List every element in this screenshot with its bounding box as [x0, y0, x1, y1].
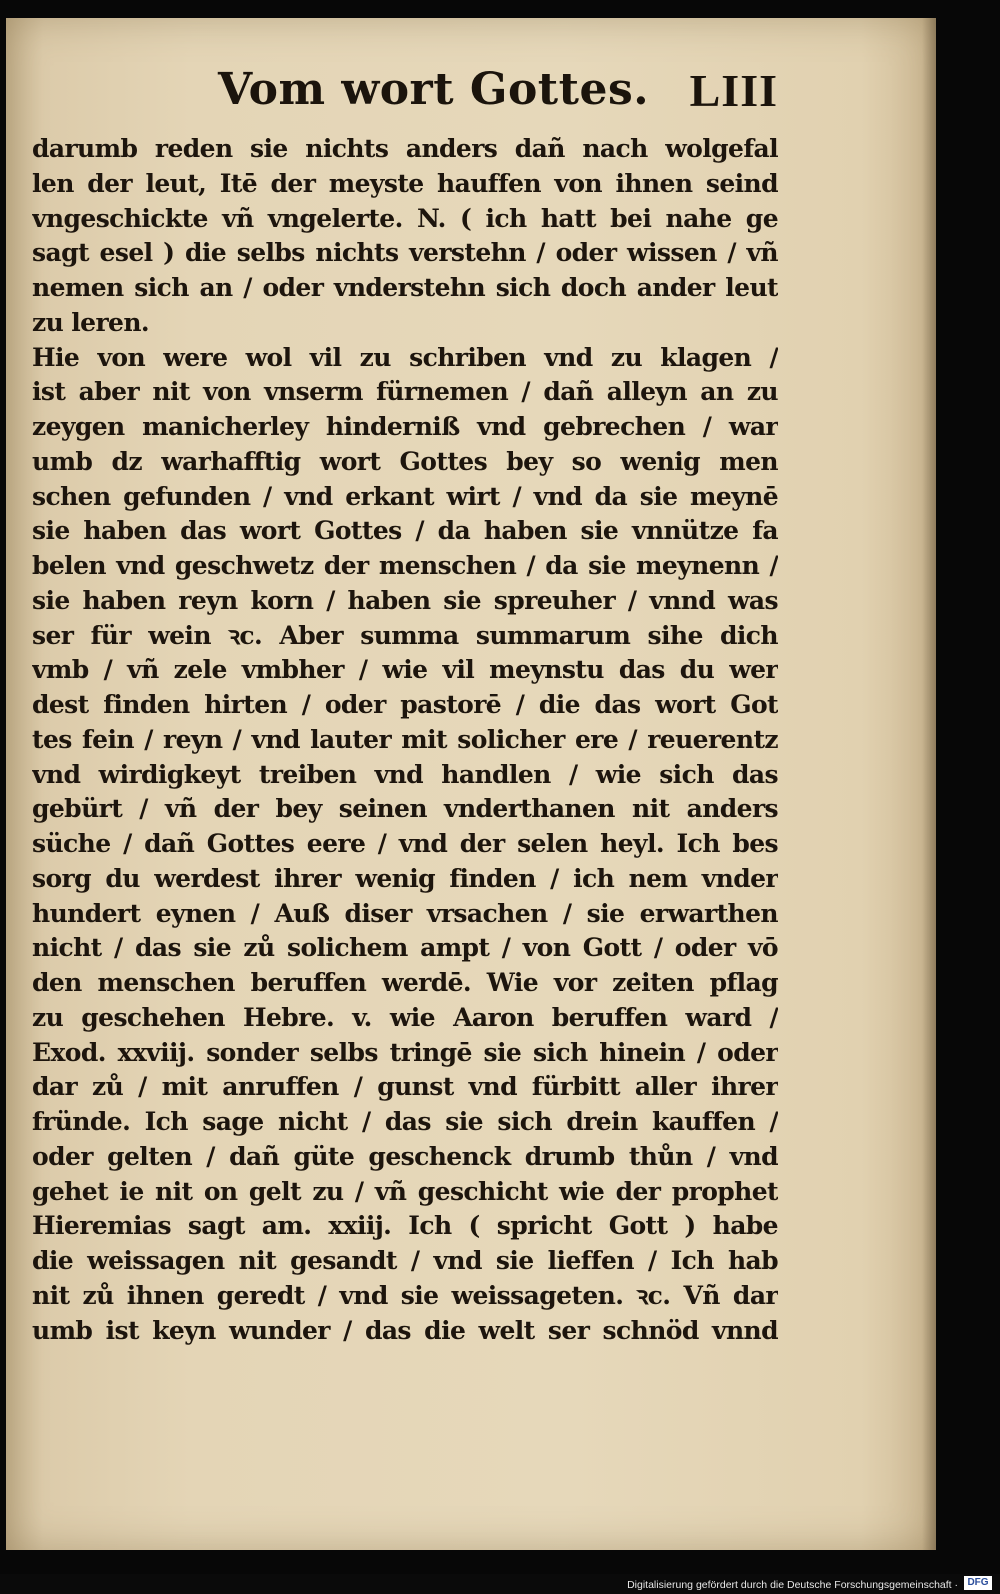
- text-line: gehet ie nit on gelt zu / vñ geschicht wie der prophet: [32, 1176, 778, 1206]
- text-line: gebürt / vñ der bey seinen vnderthanen nit anders: [32, 794, 778, 824]
- folio-number: LIII: [689, 65, 778, 116]
- text-line: nit zů ihnen geredt / vnd sie weissageten. ꝛc. Vñ dar: [32, 1280, 778, 1310]
- text-line: nicht / das sie zů solichem ampt / von Gott / oder vō: [32, 933, 778, 963]
- dfg-logo: DFG: [964, 1576, 992, 1590]
- text-line: len der leut, Itē der meyste hauffen von ihnen seind: [32, 168, 778, 198]
- text-line: nemen sich an / oder vnderstehn sich doch ander leut: [32, 273, 778, 302]
- text-line: belen vnd geschwetz der menschen / da sie meynenn /: [32, 551, 778, 580]
- text-line: umb dz warhafftig wort Gottes bey so wenig men: [32, 446, 778, 476]
- text-line: tes fein / reyn / vnd lauter mit solicher ere / reuerentz: [32, 724, 778, 754]
- text-line: Hie von were wol vil zu schriben vnd zu klagen /: [32, 342, 778, 372]
- text-line: sie haben reyn korn / haben sie spreuher / vnnd was: [32, 585, 778, 615]
- text-line: umb ist keyn wunder / das die welt ser schnöd vnnd: [32, 1315, 778, 1345]
- text-line: sorg du werdest ihrer wenig finden / ich nem vnder: [32, 863, 778, 893]
- page-header: [218, 60, 778, 134]
- page-edge-shadow: [922, 18, 936, 1550]
- running-title: Vom wort Gottes.: [218, 64, 650, 115]
- text-line: dest finden hirten / oder pastorē / die das wort Got: [32, 690, 778, 719]
- text-line: vmb / vñ zele vmbher / wie vil meynstu das du wer: [32, 655, 778, 685]
- text-line: zu geschehen Hebre. v. wie Aaron beruffen ward /: [32, 1002, 778, 1032]
- text-line: Exod. xxviij. sonder selbs tringē sie sich hinein / oder: [32, 1037, 778, 1067]
- text-line: die weissagen nit gesandt / vnd sie lieffen / Ich hab: [32, 1246, 778, 1275]
- text-line: ist aber nit von vnserm fürnemen / dañ alleyn an zu: [32, 377, 778, 407]
- text-line: den menschen beruffen werdē. Wie vor zeiten pflag: [32, 968, 778, 997]
- funding-credit: Digitalisierung gefördert durch die Deutsche Forschungsgemeinschaft ·: [627, 1579, 958, 1591]
- body-text: [32, 132, 778, 1348]
- text-line: darumb reden sie nichts anders dañ nach wolgefal: [32, 134, 778, 163]
- text-line: vnd wirdigkeyt treiben vnd handlen / wie sich das: [32, 759, 778, 789]
- text-line: fründe. Ich sage nicht / das sie sich drein kauffen /: [32, 1107, 778, 1136]
- text-line: dar zů / mit anruffen / gunst vnd fürbitt aller ihrer: [32, 1072, 778, 1102]
- text-line: süche / dañ Gottes eere / vnd der selen heyl. Ich bes: [32, 829, 778, 858]
- text-line: schen gefunden / vnd erkant wirt / vnd da sie meynē: [32, 481, 778, 511]
- text-line: ser für wein ꝛc. Aber summa summarum sihe dich: [32, 620, 778, 650]
- text-line: zu leren.: [32, 307, 150, 337]
- text-line: zeygen manicherley hinderniß vnd gebrechen / war: [32, 412, 778, 441]
- text-line: hundert eynen / Auß diser vrsachen / sie erwarthen: [32, 898, 778, 928]
- text-line: oder gelten / dañ güte geschenck drumb thůn / vnd: [32, 1141, 778, 1171]
- text-line: Hieremias sagt am. xxiij. Ich ( spricht Gott ) habe: [32, 1211, 778, 1241]
- text-line: sie haben das wort Gottes / da haben sie vnnütze fa: [32, 516, 778, 546]
- text-line: sagt esel ) die selbs nichts verstehn / oder wissen / vñ: [32, 238, 778, 268]
- text-line: vngeschickte vñ vngelerte. N. ( ich hatt bei nahe ge: [32, 203, 778, 233]
